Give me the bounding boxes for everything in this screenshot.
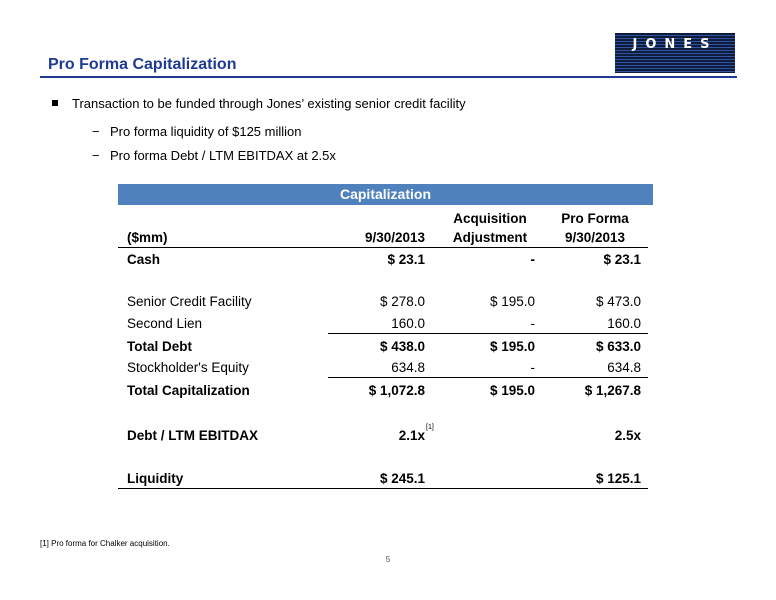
cell-second-lien-proforma: 160.0	[607, 316, 641, 331]
col-header-pro-forma: Pro Forma	[561, 211, 629, 226]
cell-liquidity-current: $ 245.1	[379, 471, 425, 486]
bullet-main	[52, 96, 466, 111]
sub-bullet-text: Pro forma Debt / LTM EBITDAX at 2.5x	[110, 148, 336, 163]
bullet-main-text: Transaction to be funded through Jones’ existing senior credit facility	[72, 96, 466, 111]
col-header-label: ($mm)	[127, 230, 168, 245]
cell-total-cap-current: $ 1,072.8	[368, 383, 425, 398]
row-label-senior-credit: Senior Credit Facility	[127, 294, 252, 309]
jones-logo	[615, 33, 735, 73]
dash-icon: −	[92, 124, 100, 139]
cell-senior-proforma: $ 473.0	[595, 294, 641, 309]
cell-liquidity-proforma: $ 125.1	[595, 471, 641, 486]
cell-total-debt-adjustment: $ 195.0	[489, 339, 535, 354]
row-label-total-debt: Total Debt	[127, 339, 192, 354]
cell-equity-proforma: 634.8	[607, 360, 641, 375]
cell-senior-current: $ 278.0	[379, 294, 425, 309]
row-label-cash: Cash	[127, 252, 161, 267]
table-header-bar: Capitalization	[118, 184, 653, 205]
header-underline	[118, 247, 648, 248]
sub-bullet	[92, 124, 301, 139]
square-bullet-icon	[52, 100, 58, 106]
cell-equity-current: 634.8	[391, 360, 425, 375]
row-label-second-lien: Second Lien	[127, 316, 203, 331]
col-header-adjustment: Adjustment	[452, 230, 528, 245]
footnote: [1] Pro forma for Chalker acquisition.	[40, 539, 170, 548]
cell-second-lien-current: 160.0	[391, 316, 425, 331]
cell-leverage-proforma: 2.5x	[614, 428, 641, 443]
table-bottom-rule	[118, 488, 648, 489]
cell-cash-proforma: $ 23.1	[603, 252, 641, 267]
dash-icon: −	[92, 148, 100, 163]
cell-leverage-current: 2.1x	[398, 428, 425, 443]
cell-second-lien-adjustment: -	[530, 316, 535, 331]
subtotal-underline	[328, 333, 648, 334]
cell-senior-adjustment: $ 195.0	[489, 294, 535, 309]
cell-equity-adjustment: -	[530, 360, 535, 375]
page-number: 5	[385, 555, 391, 564]
row-label-leverage: Debt / LTM EBITDAX	[127, 428, 258, 443]
cell-total-cap-adjustment: $ 195.0	[489, 383, 535, 398]
col-header-9-30-2013: 9/30/2013	[364, 230, 425, 245]
cell-cash-current: $ 23.1	[387, 252, 425, 267]
sub-bullet	[92, 148, 336, 163]
cell-total-debt-proforma: $ 633.0	[595, 339, 641, 354]
col-header-acquisition: Acquisition	[453, 211, 527, 226]
sub-bullet-text: Pro forma liquidity of $125 million	[110, 124, 302, 139]
row-label-total-cap: Total Capitalization	[127, 383, 250, 398]
page-title: Pro Forma Capitalization	[48, 56, 237, 73]
logo-text: JONES	[632, 37, 718, 52]
title-divider	[40, 76, 737, 78]
cell-total-cap-proforma: $ 1,267.8	[584, 383, 641, 398]
col-header-pro-forma-date: 9/30/2013	[564, 230, 626, 245]
cell-cash-adjustment: -	[530, 252, 535, 267]
row-label-equity: Stockholder's Equity	[127, 360, 249, 375]
cell-total-debt-current: $ 438.0	[379, 339, 425, 354]
row-label-liquidity: Liquidity	[127, 471, 184, 486]
equity-underline	[328, 377, 648, 378]
footnote-ref: [1]	[426, 424, 434, 431]
